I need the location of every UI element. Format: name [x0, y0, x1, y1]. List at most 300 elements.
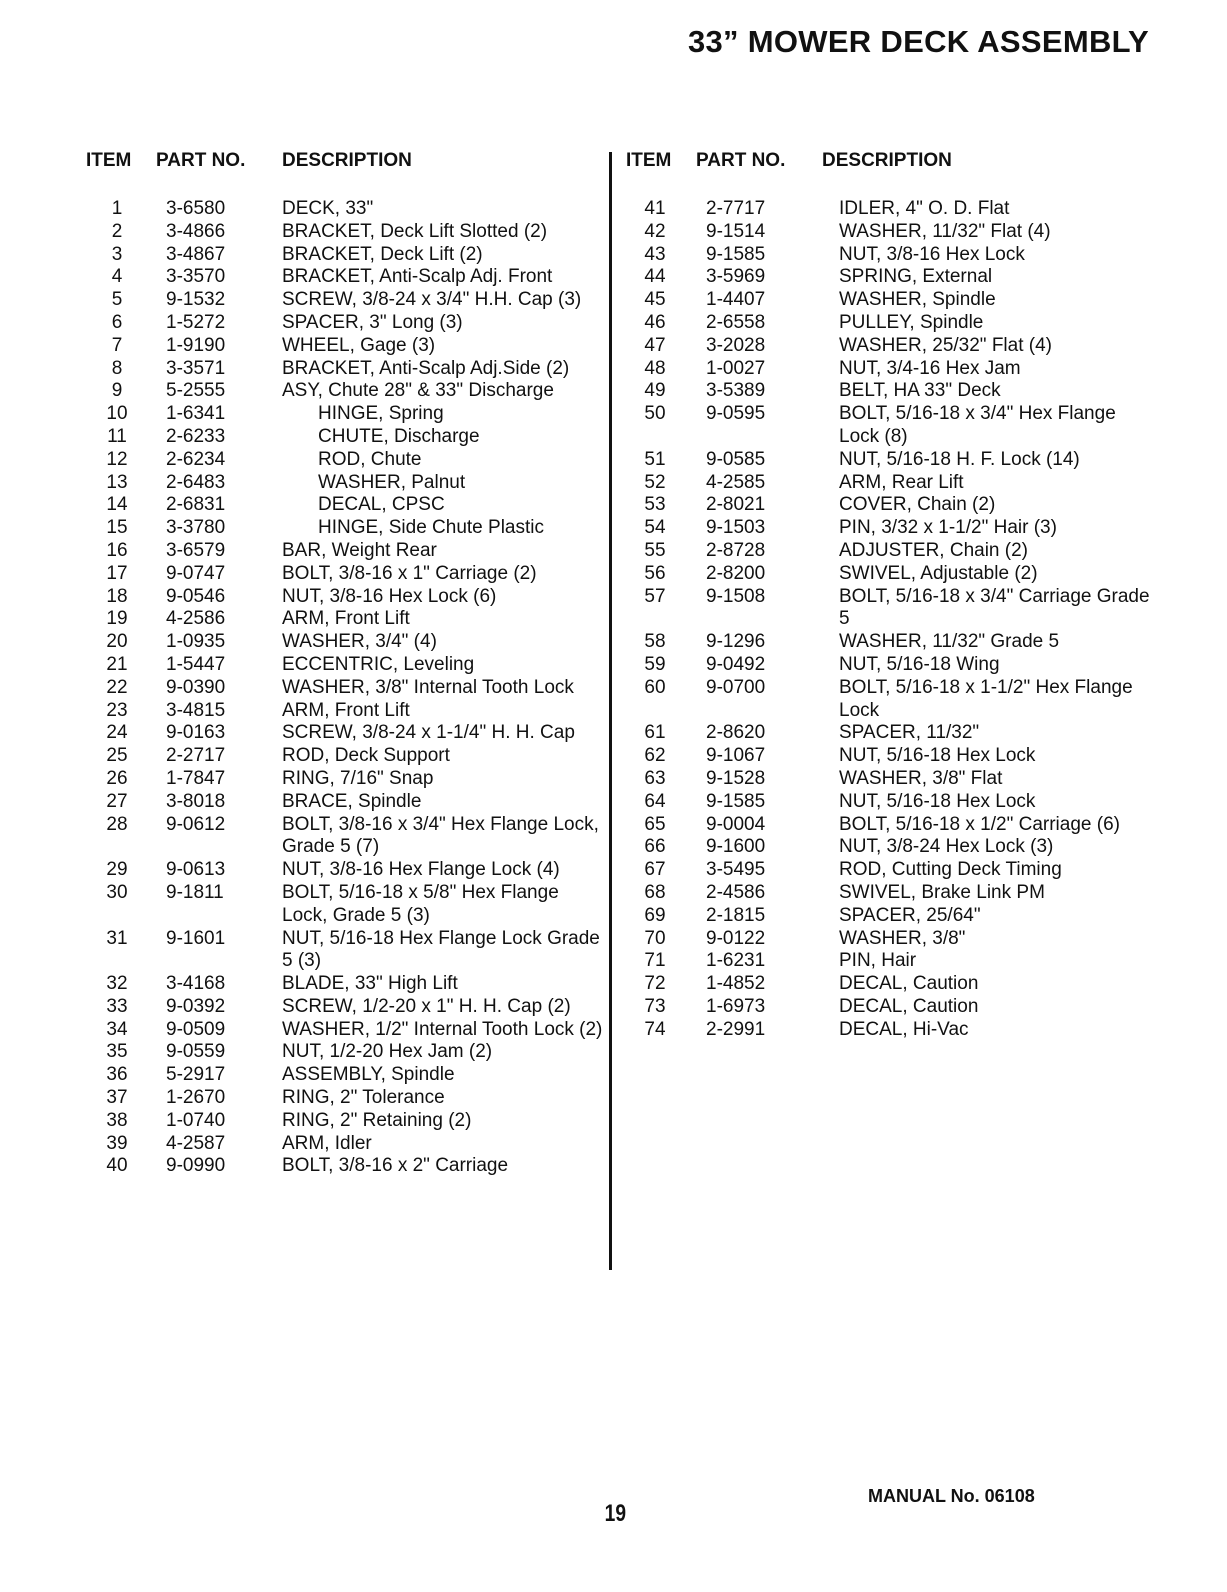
item-number: 45: [644, 289, 666, 311]
part-number: 3-4815: [166, 699, 226, 721]
part-number: 3-3570: [166, 266, 226, 288]
part-description: ARM, Front Lift: [282, 608, 410, 630]
header-part-no: PART NO.: [156, 150, 246, 171]
item-number: 69: [644, 904, 666, 926]
part-description: BRACKET, Anti-Scalp Adj.Side (2): [282, 357, 570, 379]
part-number: 4-2585: [706, 471, 766, 493]
table-row: [626, 198, 1166, 221]
part-number: 9-1296: [706, 631, 766, 653]
part-number: 4-2587: [166, 1132, 226, 1154]
table-row: [86, 996, 606, 1019]
table-row: [626, 517, 1166, 540]
item-number: 26: [106, 767, 128, 789]
part-description: WASHER, Spindle: [839, 289, 996, 311]
part-description: NUT, 5/16-18 H. F. Lock (14): [839, 448, 1080, 470]
part-number: 2-2991: [706, 1018, 766, 1040]
part-description: BOLT, 5/16-18 x 5/8" Hex Flange Lock, Grade 5 (3): [282, 881, 559, 926]
item-number: 47: [644, 334, 666, 356]
part-description: ARM, Front Lift: [282, 699, 410, 721]
part-number: 5-2555: [166, 380, 226, 402]
part-number: 9-0747: [166, 562, 226, 584]
item-number: 28: [106, 813, 128, 835]
table-row: [626, 768, 1166, 791]
part-number: 9-1811: [166, 881, 224, 903]
item-number: 20: [106, 631, 128, 653]
item-number: 72: [644, 973, 666, 995]
header-description: DESCRIPTION: [282, 150, 412, 171]
part-number: 3-5495: [706, 859, 766, 881]
table-row: [86, 540, 606, 563]
part-description: BOLT, 5/16-18 x 3/4" Carriage Grade 5: [839, 585, 1150, 630]
part-number: 3-6579: [166, 539, 226, 561]
item-number: 4: [111, 266, 123, 288]
part-description: BLADE, 33" High Lift: [282, 973, 458, 995]
part-description: BELT, HA 33" Deck: [839, 380, 1001, 402]
part-description: SWIVEL, Brake Link PM: [839, 881, 1045, 903]
header-part-no: PART NO.: [696, 150, 786, 171]
part-number: 2-8200: [706, 562, 766, 584]
item-number: 38: [106, 1109, 128, 1131]
item-number: 15: [106, 517, 128, 539]
table-row: [86, 973, 606, 996]
item-number: 61: [644, 722, 666, 744]
item-number: 70: [644, 927, 666, 949]
table-row: [86, 722, 606, 745]
part-description: NUT, 3/8-24 Hex Lock (3): [839, 836, 1054, 858]
item-number: 14: [106, 494, 128, 516]
item-number: 64: [644, 790, 666, 812]
item-number: 27: [106, 790, 128, 812]
table-header-right: [626, 150, 1166, 178]
item-number: 32: [106, 973, 128, 995]
part-description: DECAL, Caution: [839, 973, 979, 995]
part-number: 9-1528: [706, 767, 766, 789]
part-description: RING, 2" Tolerance: [282, 1087, 445, 1109]
part-description: BRACKET, Deck Lift (2): [282, 243, 483, 265]
part-description: NUT, 5/16-18 Hex Lock: [839, 790, 1036, 812]
part-description: NUT, 5/16-18 Hex Lock: [839, 745, 1036, 767]
table-row: [86, 745, 606, 768]
part-description: NUT, 3/8-16 Hex Flange Lock (4): [282, 859, 560, 881]
part-description: WASHER, 25/32" Flat (4): [839, 334, 1052, 356]
item-number: 33: [106, 995, 128, 1017]
item-number: 16: [106, 539, 128, 561]
table-row: [86, 221, 606, 244]
item-number: 57: [644, 585, 666, 607]
item-number: 12: [106, 448, 128, 470]
item-number: 48: [644, 357, 666, 379]
part-description: SCREW, 1/2-20 x 1" H. H. Cap (2): [282, 995, 571, 1017]
header-item: ITEM: [86, 150, 132, 171]
table-row: [86, 814, 606, 860]
table-row: [86, 335, 606, 358]
table-row: [86, 289, 606, 312]
part-description: SPACER, 11/32": [839, 722, 980, 744]
table-row: [626, 654, 1166, 677]
item-number: 34: [106, 1018, 128, 1040]
table-row: [86, 380, 606, 403]
item-number: 23: [106, 699, 128, 721]
item-number: 58: [644, 631, 666, 653]
part-description: DECAL, Hi-Vac: [839, 1018, 969, 1040]
item-number: 25: [106, 745, 128, 767]
parts-list-right: [626, 198, 1166, 1041]
table-row: [86, 654, 606, 677]
item-number: 8: [111, 357, 123, 379]
part-number: 1-6341: [166, 403, 226, 425]
table-row: [626, 905, 1166, 928]
table-row: [86, 403, 606, 426]
part-description: BOLT, 5/16-18 x 3/4" Hex Flange Lock (8): [839, 403, 1116, 447]
item-number: 56: [644, 562, 666, 584]
part-number: 1-6231: [706, 950, 766, 972]
part-number: 9-0122: [706, 927, 766, 949]
table-row: [86, 586, 606, 609]
part-number: 3-2028: [706, 334, 766, 356]
page-title: 33” MOWER DECK ASSEMBLY: [687, 24, 1149, 59]
part-description: BOLT, 5/16-18 x 1/2" Carriage (6): [839, 813, 1120, 835]
table-row: [626, 928, 1166, 951]
part-number: 9-1508: [706, 585, 766, 607]
table-row: [626, 950, 1166, 973]
item-number: 55: [644, 539, 666, 561]
item-number: 3: [111, 243, 123, 265]
item-number: 19: [106, 608, 128, 630]
part-description: BRACKET, Deck Lift Slotted (2): [282, 220, 548, 242]
part-number: 3-4867: [166, 243, 226, 265]
item-number: 17: [106, 562, 128, 584]
part-number: 9-0390: [166, 676, 226, 698]
part-number: 2-8021: [706, 494, 766, 516]
part-number: 2-6831: [166, 494, 226, 516]
part-description: HINGE, Side Chute Plastic: [318, 517, 544, 539]
table-row: [626, 335, 1166, 358]
item-number: 60: [644, 676, 666, 698]
part-number: 9-1600: [706, 836, 766, 858]
part-number: 1-2670: [166, 1087, 226, 1109]
table-row: [626, 814, 1166, 837]
part-description: SWIVEL, Adjustable (2): [839, 562, 1038, 584]
part-description: ASY, Chute 28" & 33" Discharge: [282, 380, 554, 402]
part-number: 1-7847: [166, 767, 226, 789]
part-number: 1-4407: [706, 289, 766, 311]
part-number: 9-1532: [166, 289, 226, 311]
item-number: 30: [106, 881, 128, 903]
part-number: 9-0595: [706, 403, 766, 425]
part-number: 1-6973: [706, 995, 766, 1017]
item-number: 18: [106, 585, 128, 607]
item-number: 7: [111, 334, 123, 356]
table-row: [626, 472, 1166, 495]
part-number: 9-0546: [166, 585, 226, 607]
table-row: [626, 358, 1166, 381]
part-description: CHUTE, Discharge: [318, 425, 480, 447]
table-row: [86, 563, 606, 586]
part-number: 2-8728: [706, 539, 766, 561]
part-description: NUT, 5/16-18 Wing: [839, 653, 1000, 675]
part-description: ADJUSTER, Chain (2): [839, 539, 1028, 561]
table-row: [86, 1110, 606, 1133]
part-description: WASHER, 3/4" (4): [282, 631, 437, 653]
parts-list-left: [86, 198, 606, 1178]
table-row: [86, 244, 606, 267]
part-number: 9-0559: [166, 1041, 226, 1063]
item-number: 41: [644, 198, 666, 219]
table-row: [86, 859, 606, 882]
part-description: ROD, Chute: [318, 448, 422, 470]
item-number: 62: [644, 745, 666, 767]
parts-table-left: [86, 150, 606, 1178]
table-row: [86, 449, 606, 472]
part-description: DECAL, Caution: [839, 995, 979, 1017]
item-number: 63: [644, 767, 666, 789]
table-row: [626, 312, 1166, 335]
item-number: 49: [644, 380, 666, 402]
table-row: [626, 380, 1166, 403]
table-row: [86, 1087, 606, 1110]
part-number: 9-0509: [166, 1018, 226, 1040]
item-number: 59: [644, 653, 666, 675]
part-number: 2-8620: [706, 722, 766, 744]
part-description: DECAL, CPSC: [318, 494, 445, 516]
table-row: [626, 882, 1166, 905]
table-row: [626, 563, 1166, 586]
part-number: 2-4586: [706, 881, 766, 903]
item-number: 66: [644, 836, 666, 858]
table-row: [86, 1019, 606, 1042]
header-description: DESCRIPTION: [822, 150, 952, 171]
part-description: ARM, Rear Lift: [839, 471, 964, 493]
part-number: 1-5447: [166, 653, 226, 675]
part-description: WHEEL, Gage (3): [282, 334, 436, 356]
table-row: [626, 494, 1166, 517]
part-number: 9-0585: [706, 448, 766, 470]
part-number: 3-5969: [706, 266, 766, 288]
part-description: SPACER, 3" Long (3): [282, 311, 463, 333]
item-number: 46: [644, 311, 666, 333]
part-number: 1-0740: [166, 1109, 226, 1131]
item-number: 2: [111, 220, 123, 242]
item-number: 52: [644, 471, 666, 493]
item-number: 1: [111, 198, 123, 219]
part-description: HINGE, Spring: [318, 403, 444, 425]
part-number: 2-6558: [706, 311, 766, 333]
part-description: BRACE, Spindle: [282, 790, 422, 812]
part-number: 9-0392: [166, 995, 226, 1017]
part-description: PIN, Hair: [839, 950, 917, 972]
item-number: 9: [111, 380, 123, 402]
part-number: 9-1601: [166, 927, 226, 949]
part-description: SPACER, 25/64": [839, 904, 981, 926]
part-number: 3-5389: [706, 380, 766, 402]
part-number: 3-3571: [166, 357, 226, 379]
part-number: 9-0990: [166, 1155, 226, 1177]
table-row: [86, 472, 606, 495]
item-number: 51: [644, 448, 666, 470]
part-number: 3-4866: [166, 220, 226, 242]
part-number: 2-6234: [166, 448, 226, 470]
part-description: ECCENTRIC, Leveling: [282, 653, 475, 675]
part-description: WASHER, 11/32" Flat (4): [839, 220, 1051, 242]
part-number: 9-0700: [706, 676, 766, 698]
table-row: [86, 700, 606, 723]
item-number: 24: [106, 722, 128, 744]
part-description: BOLT, 5/16-18 x 1-1/2" Hex Flange Lock: [839, 676, 1133, 721]
item-number: 53: [644, 494, 666, 516]
item-number: 36: [106, 1064, 128, 1086]
part-description: COVER, Chain (2): [839, 494, 996, 516]
part-number: 9-0612: [166, 813, 226, 835]
table-row: [626, 289, 1166, 312]
part-description: ASSEMBLY, Spindle: [282, 1064, 455, 1086]
table-row: [86, 768, 606, 791]
table-row: [86, 266, 606, 289]
table-row: [626, 1019, 1166, 1042]
item-number: 22: [106, 676, 128, 698]
part-number: 9-1067: [706, 745, 766, 767]
part-number: 3-4168: [166, 973, 226, 995]
part-description: NUT, 3/4-16 Hex Jam: [839, 357, 1021, 379]
page-number: 19: [604, 1500, 627, 1527]
table-row: [626, 791, 1166, 814]
table-row: [626, 540, 1166, 563]
part-description: BOLT, 3/8-16 x 1" Carriage (2): [282, 562, 537, 584]
part-description: ROD, Deck Support: [282, 745, 450, 767]
table-row: [626, 859, 1166, 882]
part-description: SPRING, External: [839, 266, 993, 288]
part-description: BRACKET, Anti-Scalp Adj. Front: [282, 266, 553, 288]
item-number: 54: [644, 517, 666, 539]
part-number: 1-9190: [166, 334, 226, 356]
part-number: 9-0004: [706, 813, 766, 835]
part-description: ROD, Cutting Deck Timing: [839, 859, 1062, 881]
part-description: PULLEY, Spindle: [839, 311, 984, 333]
part-number: 1-4852: [706, 973, 766, 995]
part-description: DECK, 33": [282, 198, 374, 219]
item-number: 11: [107, 425, 127, 447]
part-description: BOLT, 3/8-16 x 2" Carriage: [282, 1155, 509, 1177]
table-row: [86, 1041, 606, 1064]
table-row: [86, 631, 606, 654]
part-number: 2-2717: [166, 745, 226, 767]
part-description: WASHER, 3/8": [839, 927, 966, 949]
table-row: [626, 403, 1166, 449]
part-number: 3-8018: [166, 790, 226, 812]
table-row: [86, 312, 606, 335]
part-description: WASHER, Palnut: [318, 471, 466, 493]
part-number: 9-1503: [706, 517, 766, 539]
item-number: 29: [106, 859, 128, 881]
part-description: PIN, 3/32 x 1-1/2" Hair (3): [839, 517, 1057, 539]
item-number: 37: [106, 1087, 128, 1109]
part-description: ARM, Idler: [282, 1132, 372, 1154]
part-number: 1-5272: [166, 311, 226, 333]
table-row: [86, 426, 606, 449]
table-row: [626, 677, 1166, 723]
part-number: 9-1514: [706, 220, 766, 242]
part-number: 2-6233: [166, 425, 226, 447]
parts-table-right: [626, 150, 1166, 1041]
table-row: [626, 973, 1166, 996]
part-number: 9-1585: [706, 243, 766, 265]
part-number: 9-0163: [166, 722, 226, 744]
table-row: [86, 882, 606, 928]
part-description: NUT, 3/8-16 Hex Lock (6): [282, 585, 497, 607]
part-number: 9-1585: [706, 790, 766, 812]
table-row: [626, 745, 1166, 768]
part-description: NUT, 3/8-16 Hex Lock: [839, 243, 1025, 265]
item-number: 73: [644, 995, 666, 1017]
table-row: [626, 586, 1166, 632]
table-row: [626, 836, 1166, 859]
item-number: 40: [106, 1155, 128, 1177]
item-number: 65: [644, 813, 666, 835]
part-number: 9-0492: [706, 653, 766, 675]
table-row: [86, 791, 606, 814]
item-number: 68: [644, 881, 666, 903]
item-number: 43: [644, 243, 666, 265]
table-row: [626, 449, 1166, 472]
table-row: [86, 517, 606, 540]
item-number: 50: [644, 403, 666, 425]
part-description: WASHER, 11/32" Grade 5: [839, 631, 1060, 653]
part-description: WASHER, 3/8" Internal Tooth Lock: [282, 676, 574, 698]
table-header-left: [86, 150, 606, 178]
item-number: 6: [111, 311, 123, 333]
part-number: 1-0935: [166, 631, 226, 653]
part-description: NUT, 5/16-18 Hex Flange Lock Grade 5 (3): [282, 927, 600, 972]
manual-number: MANUAL No. 06108: [868, 1486, 1035, 1506]
part-description: NUT, 1/2-20 Hex Jam (2): [282, 1041, 493, 1063]
column-divider: [609, 152, 612, 1270]
part-description: SCREW, 3/8-24 x 1-1/4" H. H. Cap: [282, 722, 575, 744]
table-row: [86, 1133, 606, 1156]
part-number: 2-7717: [706, 198, 766, 219]
table-row: [86, 358, 606, 381]
table-row: [86, 928, 606, 974]
item-number: 44: [644, 266, 666, 288]
part-number: 2-6483: [166, 471, 226, 493]
part-number: 4-2586: [166, 608, 226, 630]
item-number: 13: [106, 471, 128, 493]
table-row: [626, 266, 1166, 289]
part-number: 3-6580: [166, 198, 226, 219]
part-description: RING, 7/16" Snap: [282, 767, 434, 789]
table-row: [86, 494, 606, 517]
table-row: [86, 1064, 606, 1087]
part-description: IDLER, 4" O. D. Flat: [839, 198, 1010, 219]
table-row: [86, 677, 606, 700]
part-description: WASHER, 1/2" Internal Tooth Lock (2): [282, 1018, 603, 1040]
table-row: [626, 221, 1166, 244]
part-number: 1-0027: [706, 357, 766, 379]
item-number: 67: [644, 859, 666, 881]
part-description: RING, 2" Retaining (2): [282, 1109, 472, 1131]
item-number: 35: [106, 1041, 128, 1063]
part-description: BOLT, 3/8-16 x 3/4" Hex Flange Lock, Grade 5 (7): [282, 813, 599, 858]
table-row: [626, 631, 1166, 654]
table-row: [626, 244, 1166, 267]
table-row: [86, 1155, 606, 1178]
item-number: 5: [111, 289, 123, 311]
item-number: 31: [106, 927, 128, 949]
item-number: 39: [106, 1132, 128, 1154]
item-number: 74: [644, 1018, 666, 1040]
item-number: 10: [106, 403, 128, 425]
part-description: SCREW, 3/8-24 x 3/4" H.H. Cap (3): [282, 289, 582, 311]
header-item: ITEM: [626, 150, 672, 171]
part-description: WASHER, 3/8" Flat: [839, 767, 1003, 789]
